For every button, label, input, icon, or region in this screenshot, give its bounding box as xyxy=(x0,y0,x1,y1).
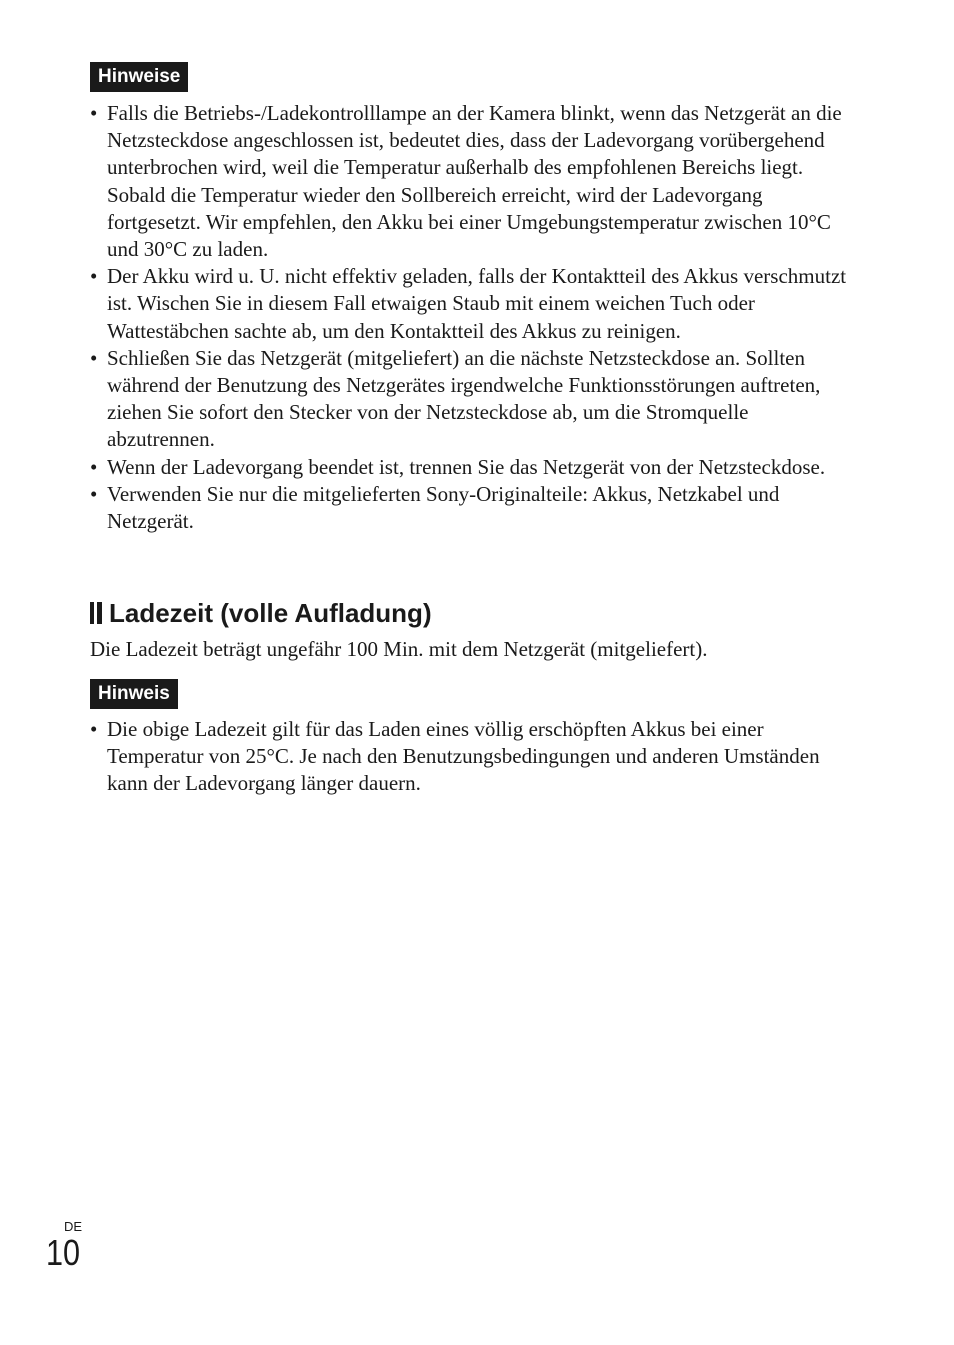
note-text: Die obige Ladezeit gilt für das Laden eines völlig erschöpften Akkus bei einer Temperatur von 25°C. Je nach den Benutzungsbedingungen und anderen Umständen kann der Ladevorgang länger dauern. xyxy=(107,717,820,796)
note-label: Hinweis xyxy=(90,679,178,709)
note-text: Schließen Sie das Netzgerät (mitgeliefert) an die nächste Netzsteckdose an. Sollten während der Benutzung des Netzgerätes irgendwelche Funktionsstörungen auftreten, ziehen Sie sofort den Stecker von der Netzsteckdose ab, um die Stromquelle abzutrennen. xyxy=(107,345,821,452)
note-text: Wenn der Ladevorgang beendet ist, trennen Sie das Netzgerät von der Netzsteckdose. xyxy=(107,454,826,479)
list-item xyxy=(90,263,850,345)
bullet: • xyxy=(90,481,98,506)
list-item xyxy=(90,100,850,263)
section-heading xyxy=(90,597,432,629)
note-list xyxy=(90,716,850,798)
bullet: • xyxy=(90,717,98,741)
note-text: Falls die Betriebs-/Ladekontrolllampe an der Kamera blinkt, wenn das Netzgerät an die Netzsteckdose angeschlossen ist, bedeutet dies, dass der Ladevorgang vorübergehend unterbrochen wird, weil die Temperatur außerhalb des empfohlenen Bereichs liegt. Sobald die Temperatur wieder den Sollbereich erreicht, wird der Ladevorgang fortgesetzt. Wir empfehlen, den Akku bei einer Umgebungstemperatur zwischen 10°C und 30°C zu laden. xyxy=(107,101,842,262)
list-item xyxy=(90,345,850,454)
list-item xyxy=(90,481,850,535)
note-text: Der Akku wird u. U. nicht effektiv geladen, falls der Kontaktteil des Akkus verschmutzt ist. Wischen Sie in diesem Fall etwaigen Staub mit einem weichen Tuch oder Wattestäbchen sachte ab, um den Kontaktteil des Akkus zu reinigen. xyxy=(107,264,847,343)
bullet: • xyxy=(90,101,98,125)
section-title: Ladezeit (volle Aufladung) xyxy=(109,597,432,628)
section-body: Die Ladezeit beträgt ungefähr 100 Min. mit dem Netzgerät (mitgeliefert). xyxy=(90,637,708,661)
notes-list xyxy=(90,100,850,535)
bullet: • xyxy=(90,454,98,479)
list-item xyxy=(90,716,850,798)
notes-label: Hinweise xyxy=(90,62,188,92)
note-text: Verwenden Sie nur die mitgelieferten Sony-Originalteile: Akkus, Netzkabel und Netzgerät. xyxy=(107,481,780,534)
bullet: • xyxy=(90,264,98,289)
bullet: • xyxy=(90,345,98,370)
page-number: 10 xyxy=(46,1232,81,1273)
page-language: DE xyxy=(64,1219,83,1234)
list-item xyxy=(90,454,850,481)
heading-marker-icon xyxy=(90,602,102,624)
